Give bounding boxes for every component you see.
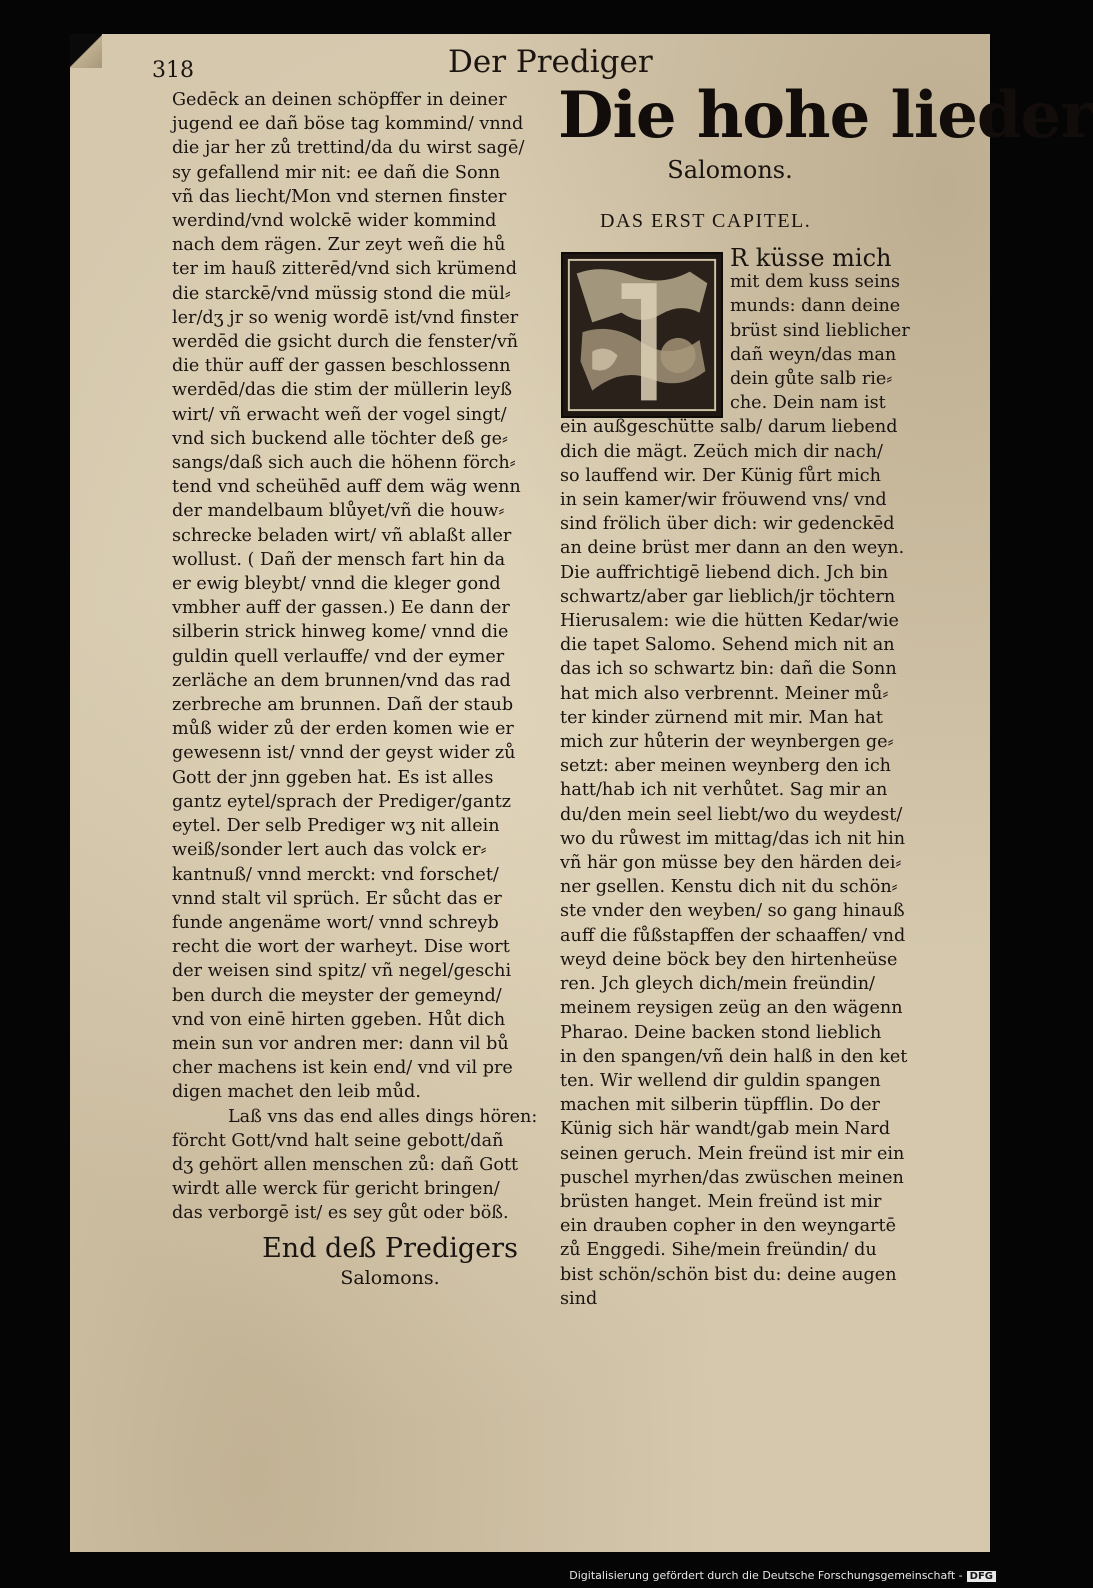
text-line: zů Enggedi. Sihe/mein freündin/ du: [560, 1240, 877, 1261]
text-line: er ewig bleybt/ vnnd die kleger gond: [172, 574, 501, 595]
text-line: digen machet den leib můd.: [172, 1082, 421, 1103]
text-line: werdind/vnd wolckē wider kommind: [172, 211, 497, 232]
text-line: Künig sich här wandt/gab mein Nard: [560, 1119, 891, 1140]
text-line: du/den mein seel liebt/wo du weydest/: [560, 804, 903, 825]
text-line: recht die wort der warheyt. Dise wort: [172, 937, 510, 958]
text-line-beside-initial: brüst sind lieblicher: [730, 320, 910, 341]
text-line: ein außgeschütte salb/ darum liebend: [560, 417, 898, 438]
text-line: sy gefallend mir nit: ee dañ die Sonn: [172, 162, 501, 183]
text-line: mein sun vor andren mer: dann vil bů: [172, 1033, 509, 1054]
final-paragraph-line: Laß vns das end alles dings hören:: [228, 1106, 538, 1127]
text-line: bist schön/schön bist du: deine augen: [560, 1264, 897, 1285]
text-line: die starckē/vnd müssig stond die mül⸗: [172, 283, 511, 304]
text-line: dich die mägt. Zeüch mich dir nach/: [560, 441, 883, 462]
text-line: vnd von einē hirten ggeben. Hůt dich: [172, 1009, 506, 1030]
text-line: Die auffrichtigē liebend dich. Jch bin: [560, 562, 889, 583]
text-line: mich zur hůterin der weynbergen ge⸗: [560, 732, 894, 753]
final-paragraph-line: dʒ gehört allen menschen zů: dañ Gott: [172, 1154, 519, 1175]
text-line-beside-initial: mit dem kuss seins: [730, 272, 900, 293]
text-line: wollust. ( Dañ der mensch fart hin da: [172, 549, 506, 570]
colophon-line-2: Salomons.: [340, 1267, 440, 1289]
text-line: schrecke beladen wirt/ vñ ablaßt aller: [172, 525, 512, 546]
text-line: ste vnder den weyben/ so gang hinauß: [560, 901, 905, 922]
text-line: der mandelbaum blůyet/vñ die houw⸗: [172, 501, 505, 522]
text-line: sind frölich über dich: wir gedenckēd: [560, 514, 895, 535]
text-line: in den spangen/vñ dein halß in den ket: [560, 1046, 908, 1067]
text-line: cher machens ist kein end/ vnd vil pre: [172, 1058, 513, 1079]
text-line: zerbreche am brunnen. Dañ der staub: [172, 695, 514, 716]
text-line: Pharao. Deine backen stond lieblich: [560, 1022, 882, 1043]
text-line-beside-initial: dein gůte salb rie⸗: [730, 369, 893, 390]
text-line: funde angenäme wort/ vnnd schreyb: [172, 912, 499, 933]
final-paragraph-line: das verborgē ist/ es sey gůt oder böß.: [172, 1203, 509, 1224]
page-number: 318: [152, 58, 194, 83]
text-line: vmbher auff der gassen.) Ee dann der: [172, 598, 510, 619]
final-paragraph-line: wirdt alle werck für gericht bringen/: [172, 1179, 500, 1200]
text-line: ter kinder zürnend mit mir. Man hat: [560, 707, 883, 728]
text-line-beside-initial: che. Dein nam ist: [730, 393, 886, 414]
chapter-heading: DAS ERST CAPITEL.: [600, 210, 812, 232]
book-title: Die hohe lieder: [558, 78, 1093, 153]
text-line: ten. Wir wellend dir guldin spangen: [560, 1070, 881, 1091]
text-line: hat mich also verbrennt. Meiner mů⸗: [560, 683, 889, 704]
text-line: seinen geruch. Mein freünd ist mir ein: [560, 1143, 905, 1164]
text-line: vñ här gon müsse bey den härden dei⸗: [560, 853, 902, 874]
text-line: ter im hauß zitterēd/vnd sich krümend: [172, 259, 517, 280]
text-line-beside-initial: dañ weyn/das man: [730, 344, 897, 365]
text-line: vnd sich buckend alle töchter deß ge⸗: [172, 428, 508, 449]
colophon-line-1: End deß Predigers: [262, 1233, 518, 1264]
text-line: puschel myrhen/das zwüschen meinen: [560, 1167, 904, 1188]
text-line: weiß/sonder lert auch das volck er⸗: [172, 840, 487, 861]
text-line: zerläche an dem brunnen/vnd das rad: [172, 670, 511, 691]
text-line: machen mit silberin tüpfflin. Do der: [560, 1095, 880, 1116]
text-line: die tapet Salomo. Sehend mich nit an: [560, 635, 895, 656]
text-line: ner gsellen. Kenstu dich nit du schön⸗: [560, 877, 898, 898]
text-line: in sein kamer/wir fröuwend vns/ vnd: [560, 490, 887, 511]
text-line: ben durch die meyster der gemeynd/: [172, 985, 502, 1006]
text-line: kantnuß/ vnnd merckt: vnd forschet/: [172, 864, 499, 885]
text-line: nach dem rägen. Zur zeyt weñ die hů: [172, 235, 506, 256]
text-line: guldin quell verlauffe/ vnd der eymer: [172, 646, 505, 667]
final-paragraph-line: förcht Gott/vnd halt seine gebott/dañ: [172, 1130, 504, 1151]
text-line: die jar her zů trettind/da du wirst sagē/: [172, 138, 525, 159]
text-line: vñ das liecht/Mon vnd sternen finster: [172, 186, 507, 207]
text-line: schwartz/aber gar lieblich/jr töchtern: [560, 586, 896, 607]
text-line: an deine brüst mer dann an den weyn.: [560, 538, 905, 559]
text-line: Gedēck an deinen schöpffer in deiner: [172, 90, 507, 110]
text-line: setzt: aber meinen weynberg den ich: [560, 756, 892, 777]
text-line: der weisen sind spitz/ vñ negel/geschi: [172, 961, 512, 982]
text-line: můß wider zů der erden komen wie er: [172, 719, 514, 740]
text-line: meinem reysigen zeüg an den wägenn: [560, 998, 903, 1019]
text-line: werdēd die gsicht durch die fenster/vñ: [172, 332, 519, 353]
right-column-text: [560, 246, 942, 1311]
text-line: Gott der jnn ggeben hat. Es ist alles: [172, 767, 494, 788]
running-head: Der Prediger: [448, 44, 653, 80]
text-line: so lauffend wir. Der Künig fůrt mich: [560, 465, 881, 486]
text-line: das ich so schwartz bin: dañ die Sonn: [560, 659, 897, 680]
text-line: hatt/hab ich nit verhůtet. Sag mir an: [560, 780, 888, 801]
text-line: die thür auff der gassen beschlossenn: [172, 356, 511, 377]
text-line: jugend ee dañ böse tag kommind/ vnnd: [172, 114, 524, 135]
text-line: tend vnd scheühēd auff dem wäg wenn: [172, 477, 521, 498]
credit-text: Digitalisierung gefördert durch die Deutsche Forschungsgemeinschaft -: [569, 1569, 963, 1582]
text-line: gewesenn ist/ vnnd der geyst wider zů: [172, 743, 516, 764]
text-line-beside-initial: R küsse mich: [730, 244, 892, 272]
text-line: weyd deine böck bey den hirtenheüse: [560, 949, 898, 970]
text-line: sind: [560, 1288, 598, 1309]
text-line: sangs/daß sich auch die höhenn förch⸗: [172, 453, 516, 474]
text-line: vnnd stalt vil sprüch. Er sůcht das er: [172, 888, 502, 909]
text-line: silberin strick hinweg kome/ vnnd die: [172, 622, 509, 643]
text-line: werdēd/das die stim der müllerin leyß: [172, 380, 513, 401]
text-line: eytel. Der selb Prediger wʒ nit allein: [172, 816, 500, 837]
text-line: gantz eytel/sprach der Prediger/gantz: [172, 791, 512, 812]
digitization-credit: [565, 1567, 1000, 1584]
text-line-beside-initial: munds: dann deine: [730, 296, 901, 317]
folded-corner: [70, 34, 102, 68]
book-subtitle: Salomons.: [667, 156, 793, 184]
text-line: wo du růwest im mittag/das ich nit hin: [560, 828, 906, 849]
text-line: ler/dʒ jr so wenig wordē ist/vnd finster: [172, 307, 519, 328]
text-line: Hierusalem: wie die hütten Kedar/wie: [560, 611, 899, 632]
text-line: ein drauben copher in den weyngartē: [560, 1216, 897, 1237]
left-column-text: [172, 88, 570, 1226]
dfg-logo: DFG: [967, 1571, 996, 1582]
colophon: [260, 1232, 520, 1290]
text-line: ren. Jch gleych dich/mein freündin/: [560, 974, 875, 995]
text-line: wirt/ vñ erwacht weñ der vogel singt/: [172, 404, 507, 425]
text-line: brüsten hanget. Mein freünd ist mir: [560, 1191, 882, 1212]
text-line: auff die fůßstapffen der schaaffen/ vnd: [560, 925, 906, 946]
